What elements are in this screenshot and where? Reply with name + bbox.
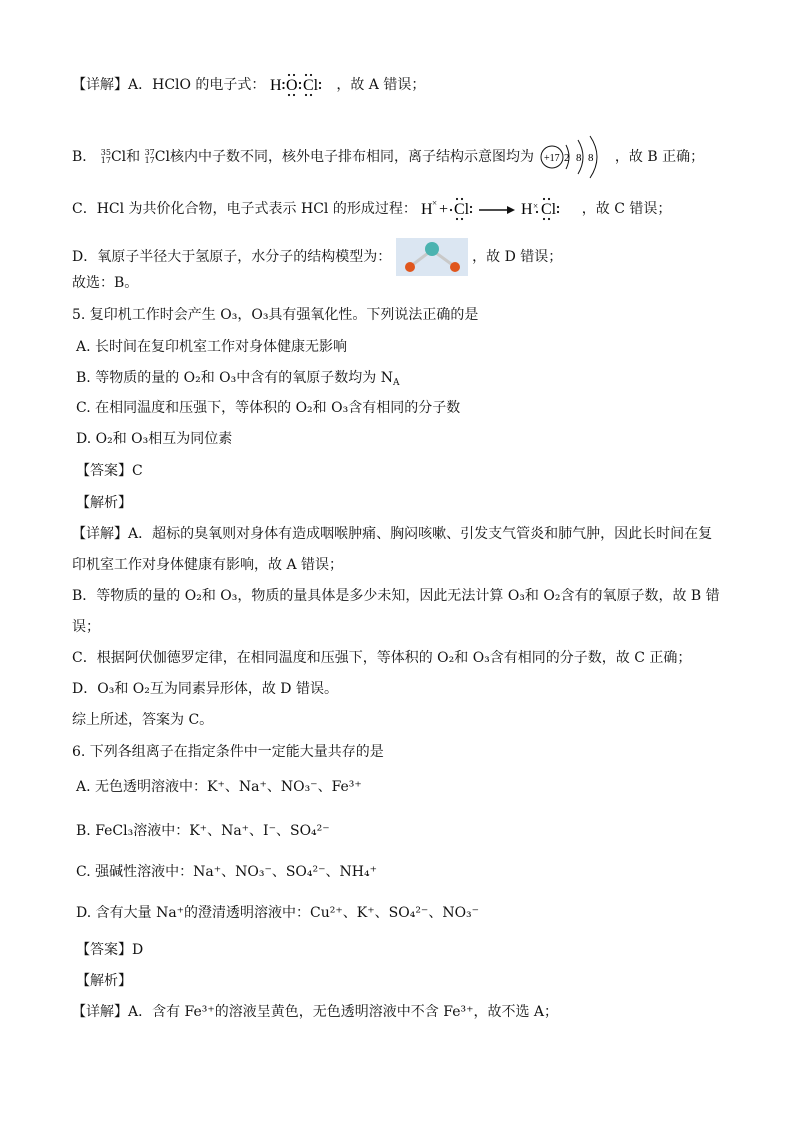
option-c-verdict: ，故 C 错误； xyxy=(581,201,672,217)
q5-option-c: C. 在相同温度和压强下，等体积的 O₂和 O₃含有相同的分子数 xyxy=(76,400,461,416)
q5-explain-5: C．根据阿伏伽德罗定律，在相同温度和压强下，等体积的 O₂和 O₃含有相同的分子数，故 C 正确； xyxy=(72,650,692,666)
q5-option-b-text: B. 等物质的量的 O₂和 O₃中含有的氧原子数均为 N xyxy=(76,370,393,386)
q6-option-b: B. FeCl₃溶液中：K⁺、Na⁺、I⁻、SO₄²⁻ xyxy=(76,823,330,839)
conclusion-b: 故选：B。 xyxy=(72,275,139,291)
svg-text:H: H xyxy=(269,77,282,94)
q5-option-b-subscript: A xyxy=(392,378,400,388)
svg-text:O: O xyxy=(285,77,298,94)
nucleus-charge: +17 xyxy=(544,153,561,164)
atomic-number-17a: 17 xyxy=(100,156,111,165)
q6-option-a: A. 无色透明溶液中：K⁺、Na⁺、NO₃⁻、Fe³⁺ xyxy=(76,779,362,795)
hclo-text: 【详解】A．HClO 的电子式： xyxy=(72,77,266,93)
water-text: D．氧原子半径大于氢原子，水分子的结构模型为： xyxy=(72,249,392,265)
isotope-35-numbers xyxy=(101,149,111,165)
hcl-text: C．HCl 为共价化合物，电子式表示 HCl 的形成过程： xyxy=(72,201,417,217)
q5-explain-2: 印机室工作对身体健康有影响，故 A 错误； xyxy=(72,557,344,573)
hclo-line xyxy=(72,72,425,98)
svg-text:×: × xyxy=(432,198,438,208)
shell-1: 2 xyxy=(564,152,570,164)
svg-text:×: × xyxy=(533,201,539,211)
q5-explain-6: D．O₃和 O₂互为同素异形体，故 D 错误。 xyxy=(72,681,338,697)
hclo-verdict: ，故 A 错误； xyxy=(336,77,426,93)
isotope-35-symbol: Cl和 xyxy=(110,149,141,165)
q5-explain-3: B．等物质的量的 O₂和 O₃，物质的量具体是多少未知，因此无法计算 O₃和 O₂含有的氧原子数，故 B 错 xyxy=(72,588,720,604)
q6-stem: 6. 下列各组离子在指定条件中一定能大量共存的是 xyxy=(72,744,384,760)
option-d-verdict: ，故 D 错误； xyxy=(472,249,563,265)
q5-explain-4: 误； xyxy=(72,619,100,635)
q5-option-a: A. 长时间在复印机室工作对身体健康无影响 xyxy=(76,339,348,355)
h-atom: H xyxy=(421,201,433,218)
shell-3: 8 xyxy=(588,152,594,164)
isotope-37-numbers xyxy=(145,149,155,165)
svg-text:Cl: Cl xyxy=(541,201,557,218)
plus-sign: + xyxy=(439,201,449,218)
cl-atom: Cl xyxy=(454,201,470,218)
option-b-label: B． xyxy=(72,149,97,165)
q5-option-b xyxy=(76,368,399,393)
ion-structure-diagram xyxy=(538,135,610,179)
svg-text:H: H xyxy=(521,201,533,218)
mass-number-35: 35 xyxy=(100,148,111,157)
q6-option-c: C. 强碱性溶液中：Na⁺、NO₃⁻、SO₄²⁻、NH₄⁺ xyxy=(76,864,377,880)
water-molecule-model xyxy=(396,238,468,276)
q5-stem: 5. 复印机工作时会产生 O₃，O₃具有强氧化性。下列说法正确的是 xyxy=(72,307,479,323)
q6-explain-1: 【详解】A．含有 Fe³⁺的溶液呈黄色，无色透明溶液中不含 Fe³⁺，故不选 A； xyxy=(72,1004,559,1020)
option-b-verdict: ，故 B 正确； xyxy=(614,149,705,165)
q5-summary: 综上所述，答案为 C。 xyxy=(72,712,214,728)
shell-2: 8 xyxy=(576,152,582,164)
hcl-formation-line xyxy=(72,196,671,222)
hclo-electron-formula xyxy=(270,72,332,98)
isotope-text: Cl核内中子数不同，核外电子排布相同，离子结构示意图均为 xyxy=(154,149,534,165)
q5-answer: 【答案】C xyxy=(76,463,143,479)
mass-number-37: 37 xyxy=(144,148,155,157)
water-model-line xyxy=(72,238,562,276)
q6-option-d: D. 含有大量 Na⁺的澄清透明溶液中：Cu²⁺、K⁺、SO₄²⁻、NO₃⁻ xyxy=(76,905,480,921)
chlorine-isotope-line xyxy=(72,135,704,179)
q6-analysis-heading: 【解析】 xyxy=(76,973,132,989)
q5-explain-1: 【详解】A．超标的臭氧则对身体有造成咽喉肿痛、胸闷咳嗽、引发支气管炎和肺气肿，因此长时间在复 xyxy=(72,526,713,542)
q5-analysis-heading: 【解析】 xyxy=(76,495,132,511)
q6-answer: 【答案】D xyxy=(76,942,144,958)
q5-option-d: D. O₂和 O₃相互为同位素 xyxy=(76,431,233,447)
atomic-number-17b: 17 xyxy=(144,156,155,165)
svg-text:Cl: Cl xyxy=(302,77,319,94)
hcl-formation-diagram xyxy=(421,196,577,222)
